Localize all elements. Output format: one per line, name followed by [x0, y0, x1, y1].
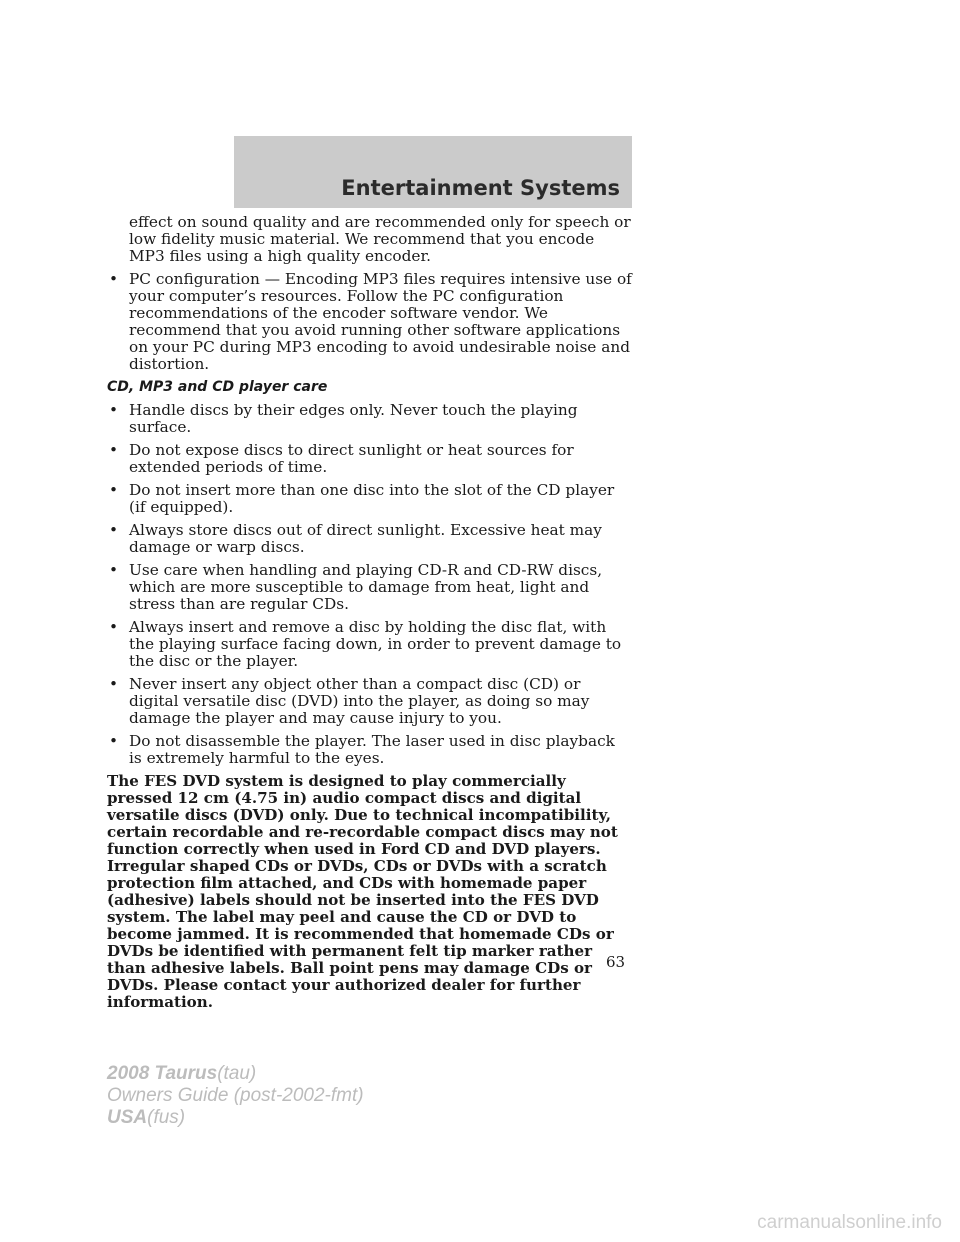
bullet-item [107, 562, 632, 613]
bullet-text: Handle discs by their edges only. Never touch the playing surface. [129, 401, 578, 436]
bullet-item [107, 733, 632, 767]
bullet-dot: • [109, 441, 119, 459]
bullet-text: Do not expose discs to direct sunlight or heat sources for extended periods of time. [129, 441, 574, 476]
care-bullet-list [107, 402, 632, 767]
bullet-text: Always store discs out of direct sunlight. Excessive heat may damage or warp discs. [129, 521, 602, 556]
footer-market-code: (fus) [147, 1107, 186, 1128]
bullet-dot: • [109, 618, 119, 636]
bullet-item [107, 482, 632, 516]
page-number: 63 [606, 953, 626, 971]
footer-market: USA [107, 1107, 148, 1128]
bullet-dot: • [109, 675, 119, 693]
bullet-item [107, 522, 632, 556]
document-footer [107, 1063, 364, 1129]
bullet-text: Do not insert more than one disc into the slot of the CD player (if equipped). [129, 481, 615, 516]
bullet-dot: • [109, 732, 119, 750]
bullet-dot: • [109, 481, 119, 499]
footer-model: 2008 Taurus [107, 1063, 218, 1084]
bullet-dot: • [109, 521, 119, 539]
bullet-text: Always insert and remove a disc by holding the disc flat, with the playing surface facing down, in order to prevent damage to the disc or the player. [129, 618, 622, 670]
intro-paragraph: effect on sound quality and are recommended only for speech or low fidelity music material. We recommend that you encode MP3 files using a high quality encoder. [129, 213, 631, 265]
bullet-item [107, 442, 632, 476]
section-header-band [234, 136, 632, 208]
bullet-text: Never insert any object other than a compact disc (CD) or digital versatile disc (DVD) into the player, as doing so may damage the player and may cause injury to you. [129, 675, 590, 727]
bullet-dot: • [109, 401, 119, 419]
section-title: Entertainment Systems [341, 176, 620, 200]
bullet-item [107, 619, 632, 670]
bullet-item [107, 402, 632, 436]
footer-model-code: (tau) [217, 1063, 257, 1084]
site-watermark: carmanualsonline.info [757, 1212, 942, 1233]
bullet-item [107, 676, 632, 727]
bullet-dot: • [109, 270, 119, 288]
footer-guide: Owners Guide (post-2002-fmt) [107, 1085, 364, 1106]
bullet-text: PC configuration — Encoding MP3 files requires intensive use of your computer’s resources. Follow the PC configuration recommendations of the encoder software vendor. We recommend that you avoid running other software applications on your PC during MP3 encoding to avoid undesirable noise and distortion. [129, 270, 632, 373]
page-content [107, 214, 632, 1011]
bullet-text: Use care when handling and playing CD-R and CD-RW discs, which are more susceptible to damage from heat, light and stress than are regular CDs. [129, 561, 603, 613]
bullet-dot: • [109, 561, 119, 579]
bullet-item [107, 271, 632, 373]
bullet-text: Do not disassemble the player. The laser used in disc playback is extremely harmful to the eyes. [129, 732, 615, 767]
section-subheading: CD, MP3 and CD player care [107, 379, 328, 395]
dvd-notice-paragraph: The FES DVD system is designed to play commercially pressed 12 cm (4.75 in) audio compact discs and digital versatile discs (DVD) only. Due to technical incompatibility, certain recordable and re-recordable compact discs may not function correctly when used in Ford CD and DVD players. Irregular shaped CDs or DVDs, CDs or DVDs with a scratch protection film attached, and CDs with homemade paper (adhesive) labels should not be inserted into the FES DVD system. The label may peel and cause the CD or DVD to become jammed. It is recommended that homemade CDs or DVDs be identified with permanent felt tip marker rather than adhesive labels. Ball point pens may damage CDs or DVDs. Please contact your authorized dealer for further information. [107, 772, 618, 1011]
